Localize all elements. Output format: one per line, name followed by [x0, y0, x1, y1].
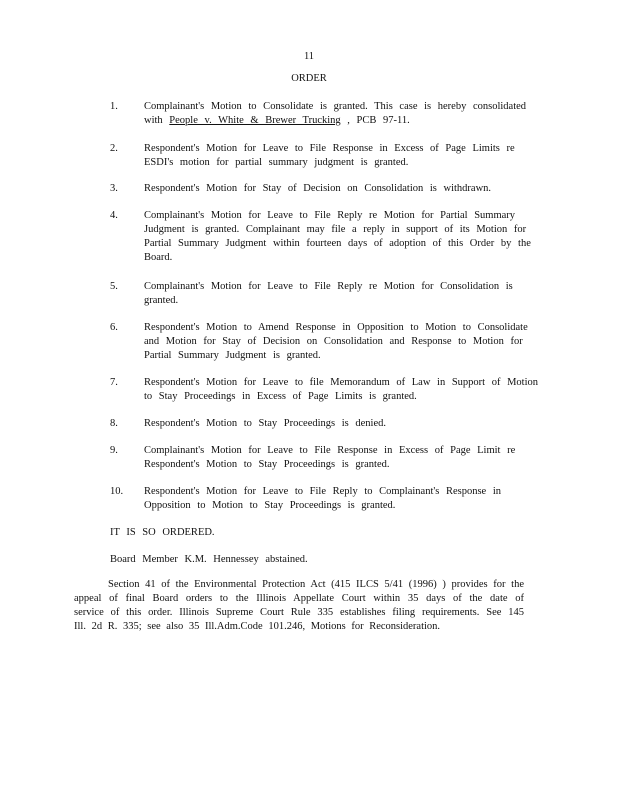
- order-item-3: [110, 182, 540, 196]
- order-item-text: Complainant's Motion for Leave to File Reply re Motion for Partial Summary Judgment is granted. Complainant may file a reply in support of its Motion for Partial Summary Judgment within fourteen days of adoption of this Order by the Board.: [144, 210, 531, 263]
- so-ordered-line: IT IS SO ORDERED.: [110, 527, 215, 538]
- order-item-number: 1.: [110, 101, 118, 112]
- order-item-number: 2.: [110, 143, 118, 154]
- page-number: 11: [303, 51, 315, 62]
- order-item-number: 7.: [110, 377, 118, 388]
- order-item-text: Respondent's Motion for Stay of Decision on Consolidation is withdrawn.: [144, 183, 492, 194]
- abstention-line: Board Member K.M. Hennessey abstained.: [110, 554, 308, 565]
- order-item-6: [110, 321, 540, 363]
- order-item-2: [110, 142, 540, 170]
- order-item-text: Respondent's Motion for Leave to file Memorandum of Law in Support of Motion to Stay Proceedings in Excess of Page Limits is granted.: [144, 377, 539, 402]
- order-item-10: [110, 485, 540, 513]
- order-item-7: [110, 376, 540, 404]
- order-item-5: [110, 280, 540, 308]
- order-item-text: Respondent's Motion for Leave to File Reply to Complainant's Response in Opposition to Motion to Stay Proceedings is granted.: [144, 486, 501, 511]
- order-item-number: 8.: [110, 418, 118, 429]
- order-item-number: 5.: [110, 281, 118, 292]
- order-heading: ORDER: [291, 73, 327, 84]
- order-item-number: 3.: [110, 183, 118, 194]
- order-item-9: [110, 444, 540, 472]
- order-item-number: 9.: [110, 445, 118, 456]
- order-item-text: Respondent's Motion to Amend Response in Opposition to Motion to Consolidate and Motion for Stay of Decision on Consolidation and Response to Motion for Partial Summary Judgment is granted.: [144, 322, 528, 361]
- order-item-text: Complainant's Motion for Leave to File Reply re Motion for Consolidation is granted.: [144, 281, 513, 306]
- order-item-number: 10.: [110, 486, 124, 497]
- order-item-1: [110, 100, 540, 128]
- order-item-text: Respondent's Motion for Leave to File Response in Excess of Page Limits re ESDI's motion for partial summary judgment is granted.: [144, 143, 515, 168]
- order-item-4: [110, 209, 540, 265]
- order-item-text: Complainant's Motion to Consolidate is granted. This case is hereby consolidated with People v. White & Brewer Trucking , PCB 97-11.: [144, 101, 527, 126]
- order-item-number: 6.: [110, 322, 118, 333]
- case-name: People v. White & Brewer Trucking: [169, 115, 341, 126]
- order-item-text: Complainant's Motion for Leave to File Response in Excess of Page Limit re Respondent's Motion to Stay Proceedings is granted.: [144, 445, 516, 470]
- closing-paragraph: Section 41 of the Environmental Protection Act (415 ILCS 5/41 (1996) ) provides for the appeal of final Board orders to the Illinois Appellate Court within 35 days of the date of service of this order. Illinois Supreme Court Rule 335 establishes filing requirements. See 145 Ill. 2d R. 335; see also 35 Ill.Adm.Code 101.246, Motions for Reconsideration.: [74, 579, 524, 632]
- order-item-number: 4.: [110, 210, 118, 221]
- order-item-8: [110, 417, 540, 431]
- order-item-text: Respondent's Motion to Stay Proceedings is denied.: [144, 418, 386, 429]
